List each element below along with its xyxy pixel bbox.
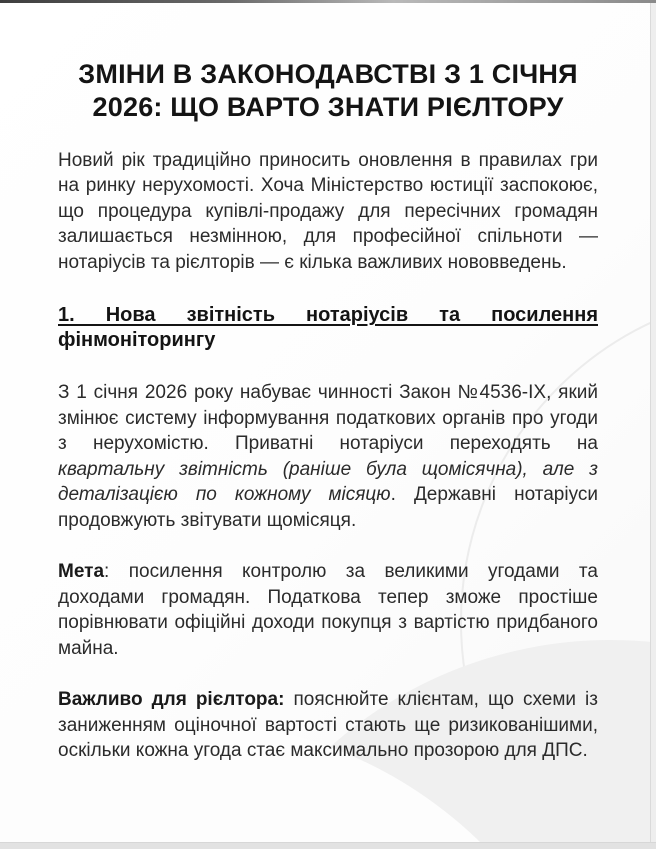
section-1-heading-underlined-part: 1. Нова звітність нотаріусів та посилення (58, 304, 598, 327)
law-paragraph-text-1: З 1 січня 2026 року набуває чинності Закон №4536-IX, який змінює систему інформування податкових органів про угоди з нерухомістю. Приватні нотаріуси переходять на (58, 382, 598, 455)
law-paragraph-text-2: . Державні нотаріуси продовжують звітувати щомісяця. (58, 484, 598, 531)
important-paragraph (58, 687, 598, 764)
page-title-line-1: ЗМІНИ В ЗАКОНОДАВСТВІ З 1 СІЧНЯ (78, 59, 578, 89)
page-right-edge (650, 0, 656, 849)
meta-label: Мета (58, 561, 105, 583)
law-paragraph (58, 380, 598, 533)
important-label: Важливо для рієлтора: (58, 689, 285, 711)
page-title (58, 58, 598, 124)
section-1-heading-rest: фінмоніторингу (58, 329, 216, 352)
page-top-edge (0, 0, 656, 3)
meta-paragraph (58, 559, 598, 661)
intro-paragraph: Новий рік традиційно приносить оновлення в правилах гри на ринку нерухомості. Хоча Міністерство юстиції заспокоює, що процедура купівлі-продажу для пересічних громадян залишається незмінною, для професійної спільноти — нотаріусів та рієлторів — є кілька важливих нововведень. (58, 149, 598, 273)
meta-text: : посилення контролю за великими угодами та доходами громадян. Податкова тепер зможе простіше порівнювати офіційні доходи покупця з вартістю придбаного майна. (58, 561, 598, 659)
page-title-line-2: 2026: ЩО ВАРТО ЗНАТИ РІЄЛТОРУ (92, 91, 564, 122)
section-1-heading (58, 303, 598, 353)
page-bottom-edge (0, 842, 656, 849)
important-text: пояснюйте клієнтам, що схеми із заниженням оціночної вартості стають ще ризикованішими, оскільки кожна угода стає максимально прозорою для ДПС. (58, 689, 598, 762)
law-paragraph-italic: квартальну звітність (раніше була щомісячна), але з деталізацією по кожному місяцю (58, 458, 598, 506)
